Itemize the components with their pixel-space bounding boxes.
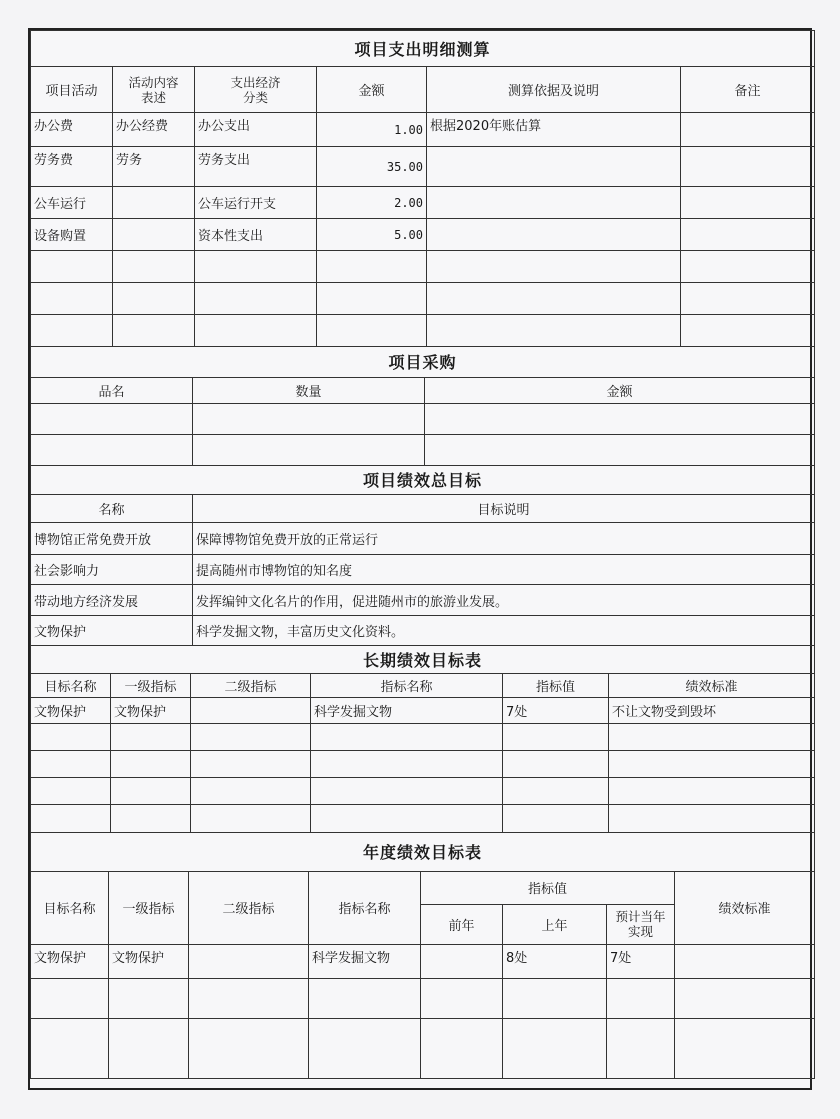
overall-targets-table: [30, 466, 815, 647]
cell-content: 劳务: [113, 147, 195, 187]
cell-content: 办公经费: [113, 113, 195, 147]
cell-name: 社会影响力: [31, 555, 193, 585]
table-row: [31, 187, 815, 219]
cell-category: 劳务支出: [195, 147, 317, 187]
cell-activity: 设备购置: [31, 219, 113, 251]
empty-row: [31, 751, 815, 778]
empty-row: [31, 1018, 815, 1078]
empty-row: [31, 724, 815, 751]
table-row: [31, 585, 815, 616]
header-description: 目标说明: [193, 495, 815, 523]
longterm-targets-table: [30, 646, 815, 833]
table-row: [31, 113, 815, 147]
header-level2: 二级指标: [189, 871, 309, 944]
cell-basis: 根据2020年账估算: [427, 113, 681, 147]
cell-level2: [189, 944, 309, 978]
longterm-title: 长期绩效目标表: [31, 646, 815, 674]
procurement-table: [30, 347, 815, 466]
expense-table: [30, 30, 815, 347]
empty-row: [31, 434, 815, 465]
cell-goal: 文物保护: [31, 698, 111, 724]
cell-level1: 文物保护: [111, 698, 191, 724]
cell-year-before-last: [421, 944, 503, 978]
cell-note: [681, 113, 815, 147]
cell-basis: [427, 219, 681, 251]
header-amount: 金额: [425, 377, 815, 403]
empty-row: [31, 315, 815, 347]
empty-row: [31, 283, 815, 315]
table-row: [31, 616, 815, 646]
cell-description: 科学发掘文物，丰富历史文化资料。: [193, 616, 815, 646]
cell-basis: [427, 147, 681, 187]
header-expected-current: 预计当年 实现: [607, 904, 675, 944]
empty-row: [31, 805, 815, 833]
cell-category: 办公支出: [195, 113, 317, 147]
header-year-before-last: 前年: [421, 904, 503, 944]
annual-targets-table: [30, 833, 815, 1079]
cell-content: [113, 219, 195, 251]
empty-row: [31, 403, 815, 434]
header-item-name: 品名: [31, 377, 193, 403]
cell-level2: [191, 698, 311, 724]
header-level1: 一级指标: [111, 674, 191, 698]
cell-note: [681, 147, 815, 187]
cell-standard: 不让文物受到毁坏: [609, 698, 815, 724]
header-basis: 测算依据及说明: [427, 67, 681, 113]
cell-amount: 35.00: [317, 147, 427, 187]
cell-indicator: 科学发掘文物: [309, 944, 421, 978]
cell-amount: 2.00: [317, 187, 427, 219]
header-content: 活动内容 表述: [113, 67, 195, 113]
budget-sheet: [28, 28, 812, 1090]
header-amount: 金额: [317, 67, 427, 113]
cell-description: 保障博物馆免费开放的正常运行: [193, 523, 815, 555]
table-row: [31, 698, 815, 724]
header-activity: 项目活动: [31, 67, 113, 113]
cell-level1: 文物保护: [109, 944, 189, 978]
header-quantity: 数量: [193, 377, 425, 403]
cell-content: [113, 187, 195, 219]
procurement-title: 项目采购: [31, 347, 815, 377]
cell-name: 带动地方经济发展: [31, 585, 193, 616]
header-standard: 绩效标准: [609, 674, 815, 698]
cell-goal: 文物保护: [31, 944, 109, 978]
cell-note: [681, 219, 815, 251]
cell-activity: 办公费: [31, 113, 113, 147]
cell-name: 文物保护: [31, 616, 193, 646]
header-value: 指标值: [421, 871, 675, 904]
header-last-year: 上年: [503, 904, 607, 944]
table-row: [31, 523, 815, 555]
header-category: 支出经济 分类: [195, 67, 317, 113]
header-value: 指标值: [503, 674, 609, 698]
cell-amount: 1.00: [317, 113, 427, 147]
expense-title: 项目支出明细测算: [31, 31, 815, 67]
cell-name: 博物馆正常免费开放: [31, 523, 193, 555]
table-row: [31, 555, 815, 585]
cell-basis: [427, 187, 681, 219]
header-goal: 目标名称: [31, 674, 111, 698]
header-indicator: 指标名称: [311, 674, 503, 698]
table-row: [31, 944, 815, 978]
header-note: 备注: [681, 67, 815, 113]
cell-amount: 5.00: [317, 219, 427, 251]
cell-note: [681, 187, 815, 219]
cell-category: 公车运行开支: [195, 187, 317, 219]
header-level1: 一级指标: [109, 871, 189, 944]
header-standard: 绩效标准: [675, 871, 815, 944]
empty-row: [31, 251, 815, 283]
empty-row: [31, 978, 815, 1018]
header-name: 名称: [31, 495, 193, 523]
table-row: [31, 219, 815, 251]
table-row: [31, 147, 815, 187]
cell-description: 提高随州市博物馆的知名度: [193, 555, 815, 585]
cell-category: 资本性支出: [195, 219, 317, 251]
cell-description: 发挥编钟文化名片的作用，促进随州市的旅游业发展。: [193, 585, 815, 616]
cell-activity: 劳务费: [31, 147, 113, 187]
empty-row: [31, 778, 815, 805]
overall-title: 项目绩效总目标: [31, 466, 815, 495]
cell-value: 7处: [503, 698, 609, 724]
header-goal: 目标名称: [31, 871, 109, 944]
header-level2: 二级指标: [191, 674, 311, 698]
cell-last-year: 8处: [503, 944, 607, 978]
cell-standard: [675, 944, 815, 978]
annual-title: 年度绩效目标表: [31, 833, 815, 871]
header-indicator: 指标名称: [309, 871, 421, 944]
cell-activity: 公车运行: [31, 187, 113, 219]
cell-expected: 7处: [607, 944, 675, 978]
cell-indicator: 科学发掘文物: [311, 698, 503, 724]
